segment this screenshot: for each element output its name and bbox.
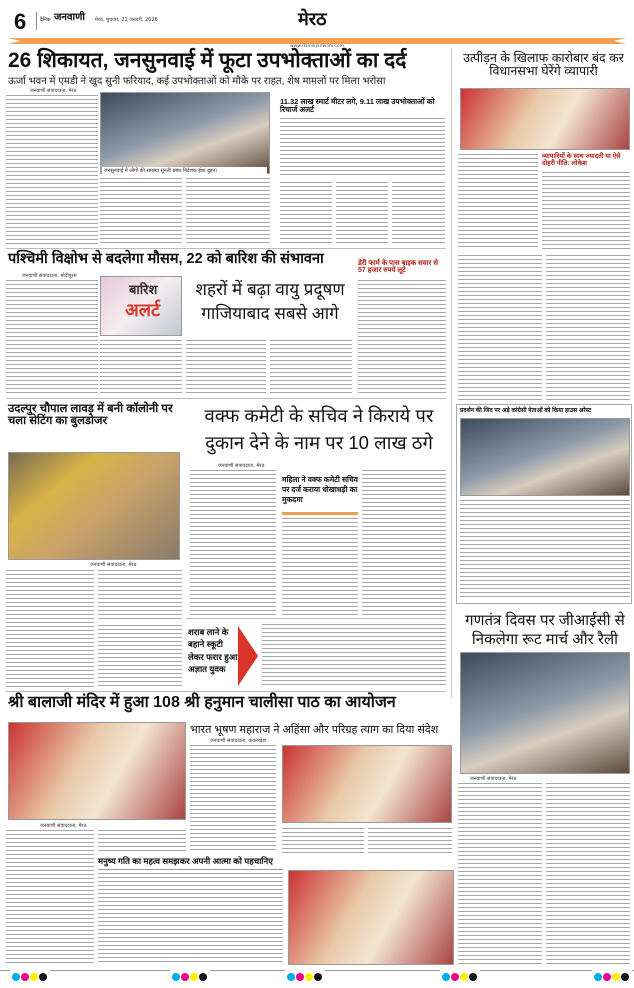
rain-alert-word2: अलर्ट bbox=[125, 300, 161, 320]
lead-body-col1 bbox=[6, 95, 98, 245]
lead-side-head: 11.32 लाख स्मार्ट मीटर लगे, 9.11 लाख उपभोक्ताओं को रिचार्ज अलर्ट bbox=[280, 97, 435, 114]
scooty-headline: शराब लाने के बहाने स्कूटी लेकर फरार हुआ अज्ञात युवक bbox=[188, 627, 238, 674]
traders-side-body bbox=[542, 172, 630, 250]
bulldozer-headline: उदल्पुर चौपाल लावड़ में बनी कॉलोनी पर चला सेटिंग का बुलडोजर bbox=[8, 403, 173, 428]
bulldozer-body-col2 bbox=[98, 570, 182, 620]
page-number: 6 bbox=[14, 9, 27, 34]
section-title: मेरठ bbox=[298, 9, 327, 29]
republic-byline: जनवाणी संवाददाता, मेरठ bbox=[470, 776, 517, 782]
traders-body-col3 bbox=[546, 255, 630, 400]
bulldozer-body-col1 bbox=[6, 570, 94, 688]
robbery-body bbox=[358, 280, 446, 395]
pollution-headline: शहरों में बढ़ा वायु प्रदूषण गाजियाबाद सबसे आगे bbox=[195, 280, 345, 323]
lead-body-col2 bbox=[100, 178, 182, 245]
bulldozer-body-col3 bbox=[98, 625, 182, 688]
dateline: मेरठ, बुधवार, 21 जनवरी, 2026 bbox=[95, 17, 158, 23]
registration-dots bbox=[10, 966, 50, 985]
lead-side-body bbox=[280, 118, 445, 178]
republic-headline: गणतंत्र दिवस पर जीआईसी से निकलेगा रूट मार्च और रैली bbox=[465, 612, 625, 648]
weather-body-col2 bbox=[100, 340, 182, 395]
lead-photo bbox=[100, 92, 270, 174]
website-link[interactable]: www.dainikjanwani.com bbox=[289, 44, 345, 49]
waqf-body-col1 bbox=[190, 470, 276, 615]
waqf-byline: जनवाणी संवाददाता, मेरठ bbox=[218, 463, 265, 469]
jain-body-col1 bbox=[190, 745, 276, 853]
paper-prefix: दैनिक bbox=[40, 17, 51, 23]
lead-byline: जनवाणी संवाददाता, मेरठ bbox=[30, 88, 77, 94]
waqf-body-col3 bbox=[362, 470, 446, 615]
republic-photo bbox=[460, 652, 630, 774]
waqf-body-col2 bbox=[282, 518, 358, 615]
traders-body-col2 bbox=[458, 255, 542, 400]
balaji-headline: श्री बालाजी मंदिर में हुआ 108 श्री हनुमान चालीसा पाठ का आयोजन bbox=[8, 694, 396, 711]
weather-byline: जनवाणी संवाददाता, मोदीपुरम bbox=[22, 273, 77, 279]
lead-subhead: ऊर्जा भवन में एमडी ने खुद सुनी फरियाद, कई उपभोक्ताओं को मौके पर राहत, शेष मामलों पर मिला भरोसा bbox=[8, 76, 386, 87]
jain-body-col3 bbox=[368, 828, 452, 853]
accent-bar bbox=[282, 512, 358, 515]
balaji-byline: जनवाणी संवाददाता, मेरठ bbox=[40, 823, 87, 829]
weather-body-col1 bbox=[6, 280, 98, 395]
rain-alert-word1: बारिश bbox=[129, 282, 158, 297]
registration-dots bbox=[592, 966, 632, 985]
pollution-body-col2 bbox=[270, 340, 352, 395]
traders-photo bbox=[460, 88, 630, 150]
waqf-headline: वक्फ कमेटी के सचिव ने किराये पर दुकान देने के नाम पर 10 लाख ठगे bbox=[204, 405, 434, 453]
congress-photo bbox=[460, 418, 630, 496]
congress-headline: प्रदर्शन की जिद पर अड़े कांग्रेसी नेताओं को किया हाउस अरेस्ट bbox=[460, 408, 592, 414]
traders-headline: उत्पीड़न के खिलाफ कारोबार बंद कर विधानसभा घेरेंगे व्यापारी bbox=[463, 51, 624, 79]
registration-dots bbox=[440, 966, 480, 985]
red-arrow-icon bbox=[238, 626, 258, 686]
divider bbox=[98, 869, 283, 870]
robbery-headline: डेरी फार्म के पास बाइक सवार से 57 हजार रुपये लूटे bbox=[358, 260, 439, 275]
divider bbox=[186, 618, 446, 619]
traders-body-col1 bbox=[458, 154, 538, 250]
republic-body-col2 bbox=[546, 783, 630, 965]
lead-side-col3 bbox=[392, 182, 445, 245]
lead-body-col3 bbox=[186, 178, 270, 245]
divider bbox=[6, 398, 446, 399]
congress-body bbox=[460, 500, 630, 600]
soul-photo bbox=[288, 870, 454, 965]
lead-headline: 26 शिकायत, जनसुनवाई में फूटा उपभोक्ताओं का दर्द bbox=[8, 49, 407, 72]
bulldozer-photo bbox=[8, 452, 180, 560]
lead-photo-caption: जनसुनवाई में लोगों की समस्या सुनती प्रबंध निदेशक ईशा दुहन। bbox=[102, 167, 267, 175]
balaji-body-col1 bbox=[6, 830, 94, 966]
column-divider bbox=[451, 48, 452, 698]
waqf-box-head: महिला ने वक्फ कमेटी सचिव पर दर्ज कराया धोखाधड़ी का मुकदमा bbox=[282, 475, 358, 504]
soul-headline: मनुष्य गति का महत्व समझकर अपनी आत्मा को पहचानिए bbox=[98, 856, 273, 866]
traders-side-head: व्यापारियों के साथ ज्यादती या ऐसे दोहरी नीति: लोकेश bbox=[542, 153, 621, 167]
rain-alert-graphic bbox=[100, 276, 182, 336]
paper-name-logo: जनवाणी bbox=[54, 12, 85, 23]
republic-body-col1 bbox=[458, 783, 542, 965]
jain-photo bbox=[282, 745, 452, 823]
pollution-body-col1 bbox=[186, 340, 266, 395]
bulldozer-byline: जनवाणी संवाददाता, मेरठ bbox=[90, 562, 137, 568]
lead-side-col2 bbox=[336, 182, 388, 245]
divider bbox=[6, 248, 446, 249]
balaji-body-col2 bbox=[98, 830, 186, 852]
divider bbox=[6, 691, 446, 692]
registration-dots bbox=[285, 966, 325, 985]
jain-headline: भारत भूषण महाराज ने अहिंसा और परिग्रह त्याग का दिया संदेश bbox=[190, 724, 439, 736]
jain-body-col2 bbox=[282, 828, 364, 853]
balaji-photo bbox=[8, 722, 186, 820]
jain-byline: जनवाणी संवाददाता, कंकरखेड़ा bbox=[210, 738, 267, 744]
soul-body bbox=[98, 873, 283, 965]
lead-side-col1 bbox=[280, 182, 332, 245]
divider bbox=[36, 12, 37, 30]
weather-headline: पश्चिमी विक्षोभ से बदलेगा मौसम, 22 को बारिश की संभावना bbox=[8, 251, 324, 267]
registration-dots bbox=[170, 966, 210, 985]
scooty-body bbox=[262, 624, 446, 688]
